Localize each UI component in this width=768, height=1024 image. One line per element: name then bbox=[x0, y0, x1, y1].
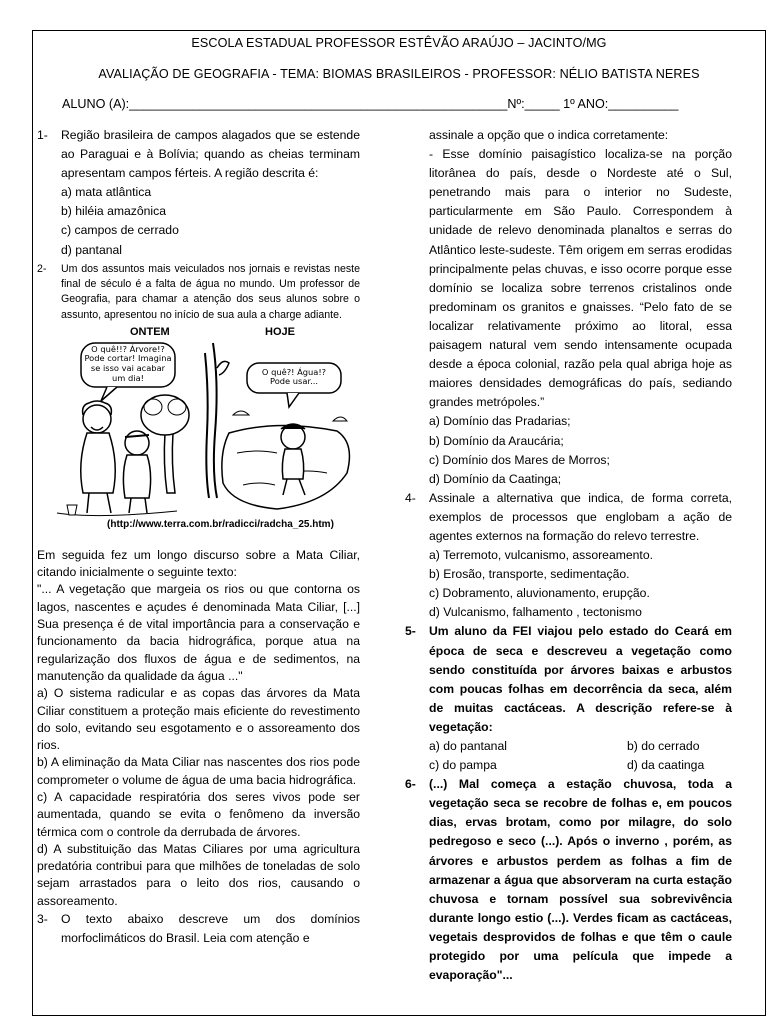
question-number: 6- bbox=[405, 777, 416, 792]
question-number: 4- bbox=[405, 490, 416, 505]
question-3 bbox=[37, 910, 360, 948]
question-4 bbox=[405, 489, 732, 546]
option-d: d) Vulcanismo, falhamento , tectonismo bbox=[429, 605, 642, 620]
question-1 bbox=[37, 126, 360, 183]
cartoon-label-hoje: HOJE bbox=[265, 325, 295, 338]
q2-option-b: b) A eliminação da Mata Ciliar nas nascentes dos rios pode comprometer o volume de água de uma bacia hidrográfica. bbox=[37, 755, 360, 787]
bubble-line: O quê!!? Árvore!? bbox=[91, 343, 165, 354]
question-6 bbox=[405, 775, 732, 985]
mata-ciliar-quote: "... A vegetação que margeia os rios ou que contorna os lagos, nascentes e açudes é denominada Mata Ciliar, [...] Sua presença é de vital importância para a conservação e funcionamento da bacia hidrográfica, porque atua na regularização dos fluxos de água e de sedimentos, na manutenção da qualidade da água ..." bbox=[37, 582, 360, 683]
option-a: a) do pantanal bbox=[429, 739, 507, 753]
domain-passage: - Esse domínio paisagístico localiza-se na porção litorânea do país, desde o Nordeste até o Sul, penetrando mais para o interior no Sudeste, particularmente em São Paulo. Correspondem à unidade de relevo denominada planaltos e serras do Atlântico leste-sudeste. Têm origem em serras erodidas principalmente pelas chuvas, e isso ocorre porque esse domínio se localiza sobre terrenos cristalinos onde predominam os granitos e gnaisses. “Pelo fato de se localizar relativamente próximo ao litoral, essa paisagem natural vem sendo intensamente ocupada desde a época colonial, razão pela qual abriga hoje as maiores densidades demográficas do país, sediando grandes metrópoles.” bbox=[429, 147, 732, 410]
question-2 bbox=[37, 262, 360, 323]
option-a: a) Terremoto, vulcanismo, assoreamento. bbox=[429, 548, 653, 563]
question-number: 5- bbox=[405, 624, 416, 639]
question-3-continued: assinale a opção que o indica corretamente: bbox=[429, 128, 669, 142]
bubble-line: um dia! bbox=[112, 372, 144, 383]
cartoon-source: (http://www.terra.com.br/radicci/radcha_25.htm) bbox=[107, 518, 334, 530]
option-d: d) da caatinga bbox=[627, 758, 705, 773]
option-b: b) Domínio da Araucária; bbox=[429, 433, 564, 448]
option-c: c) do pampa bbox=[429, 758, 497, 773]
option-b: b) do cerrado bbox=[627, 739, 700, 753]
option-d: d) Domínio da Caatinga; bbox=[429, 471, 562, 486]
q2-option-d: d) A substituição das Matas Ciliares por uma agricultura predatória contribui para que milhões de toneladas de solo sejam arrastados para o leito dos rios, causando o assoreamento. bbox=[37, 841, 360, 908]
exam-subject-line: AVALIAÇÃO DE GEOGRAFIA - TEMA: BIOMAS BRASILEIROS - PROFESSOR: NÉLIO BATISTA NERES bbox=[98, 67, 700, 81]
q5-options-row-1 bbox=[405, 737, 732, 756]
option-c: c) campos de cerrado bbox=[61, 223, 179, 238]
school-name: ESCOLA ESTADUAL PROFESSOR ESTÊVÃO ARAÚJO – JACINTO/MG bbox=[191, 36, 607, 50]
option-c: c) Dobramento, aluvionamento, erupção. bbox=[429, 586, 650, 601]
q2-option-a: a) O sistema radicular e as copas das árvores da Mata Ciliar constituem a proteção mais eficiente do revestimento do solo, evitando seu esgotamento e o assoreamento dos rios. bbox=[37, 686, 360, 753]
bubble-line: Pode usar... bbox=[269, 376, 319, 387]
speech-bubble-right bbox=[249, 368, 339, 387]
right-column bbox=[405, 126, 732, 985]
discourse-intro: Em seguida fez um longo discurso sobre a Mata Ciliar, citando inicialmente o seguinte texto: bbox=[37, 547, 360, 580]
q5-options-row-2 bbox=[405, 756, 732, 775]
question-text: Um dos assuntos mais veiculados nos jornais e revistas neste final de século é a falta de água no mundo. Um professor de Geografia, para chamar a atenção dos seus alunos sobre o assunto, apresentou no início de sua aula a charge adiante. bbox=[61, 262, 360, 321]
question-text: Região brasileira de campos alagados que se estende ao Paraguai e à Bolívia; quando as cheias terminam apresentam campos férteis. A região descrita é: bbox=[61, 128, 360, 181]
question-text: (...) Mal começa a estação chuvosa, toda a vegetação seca se recobre de folhas e, em poucos dias, ervas brotam, como por milagre, do solo pedregoso e seco (...). Após o inverno , porém, as árvores e arbustos perdem as folhas a fim de armazenar a água que absorveram na curta estação chuvosa e tornam possível sua sobrevivência durante longo estio (...). Verdes ficam as cactáceas, vegetais desprovidos de folhas e que têm o caule protegido por uma película que impede a evaporação"... bbox=[429, 777, 732, 983]
option-a: a) Domínio das Pradarias; bbox=[429, 414, 571, 429]
option-c: c) Domínio dos Mares de Morros; bbox=[429, 452, 610, 467]
question-5 bbox=[405, 622, 732, 737]
water-cartoon bbox=[37, 323, 360, 547]
question-number: 2- bbox=[37, 262, 47, 275]
student-fields-line: ALUNO (A):______________________________________________________Nº:_____ 1º ANO:__________ bbox=[62, 97, 679, 111]
question-number: 3- bbox=[37, 912, 48, 927]
option-b: b) hiléia amazônica bbox=[61, 204, 167, 219]
speech-bubble-left bbox=[83, 345, 173, 383]
question-text: O texto abaixo descreve um dos domínios morfoclimáticos do Brasil. Leia com atenção e bbox=[61, 912, 360, 946]
option-d: d) pantanal bbox=[61, 242, 122, 257]
question-text: Um aluno da FEI viajou pelo estado do Ceará em época de seca e descreveu a vegetação como sendo constituída por árvores baixas e arbustos com poucas folhas em decorrência da seca, além de muitas cactáceas. A descrição refere-se à vegetação: bbox=[429, 624, 732, 734]
cartoon-label-ontem: ONTEM bbox=[130, 325, 170, 338]
bubble-line: O quê?! Água!? bbox=[261, 366, 327, 377]
q2-option-c: c) A capacidade respiratória dos seres vivos pode ser aumentada, quando se evita o fenômeno da inversão térmica com o controle da derrubada de árvores. bbox=[37, 790, 360, 839]
left-column bbox=[37, 126, 360, 948]
option-a: a) mata atlântica bbox=[61, 185, 152, 200]
question-number: 1- bbox=[37, 128, 48, 142]
option-b: b) Erosão, transporte, sedimentação. bbox=[429, 567, 630, 582]
bubble-line: Pode cortar! Imagina bbox=[84, 353, 172, 364]
bubble-line: se isso vai acabar bbox=[90, 363, 166, 374]
question-text: Assinale a alternativa que indica, de forma correta, exemplos de processos que englobam a ação de agentes externos na formação do relevo terrestre. bbox=[429, 490, 732, 543]
